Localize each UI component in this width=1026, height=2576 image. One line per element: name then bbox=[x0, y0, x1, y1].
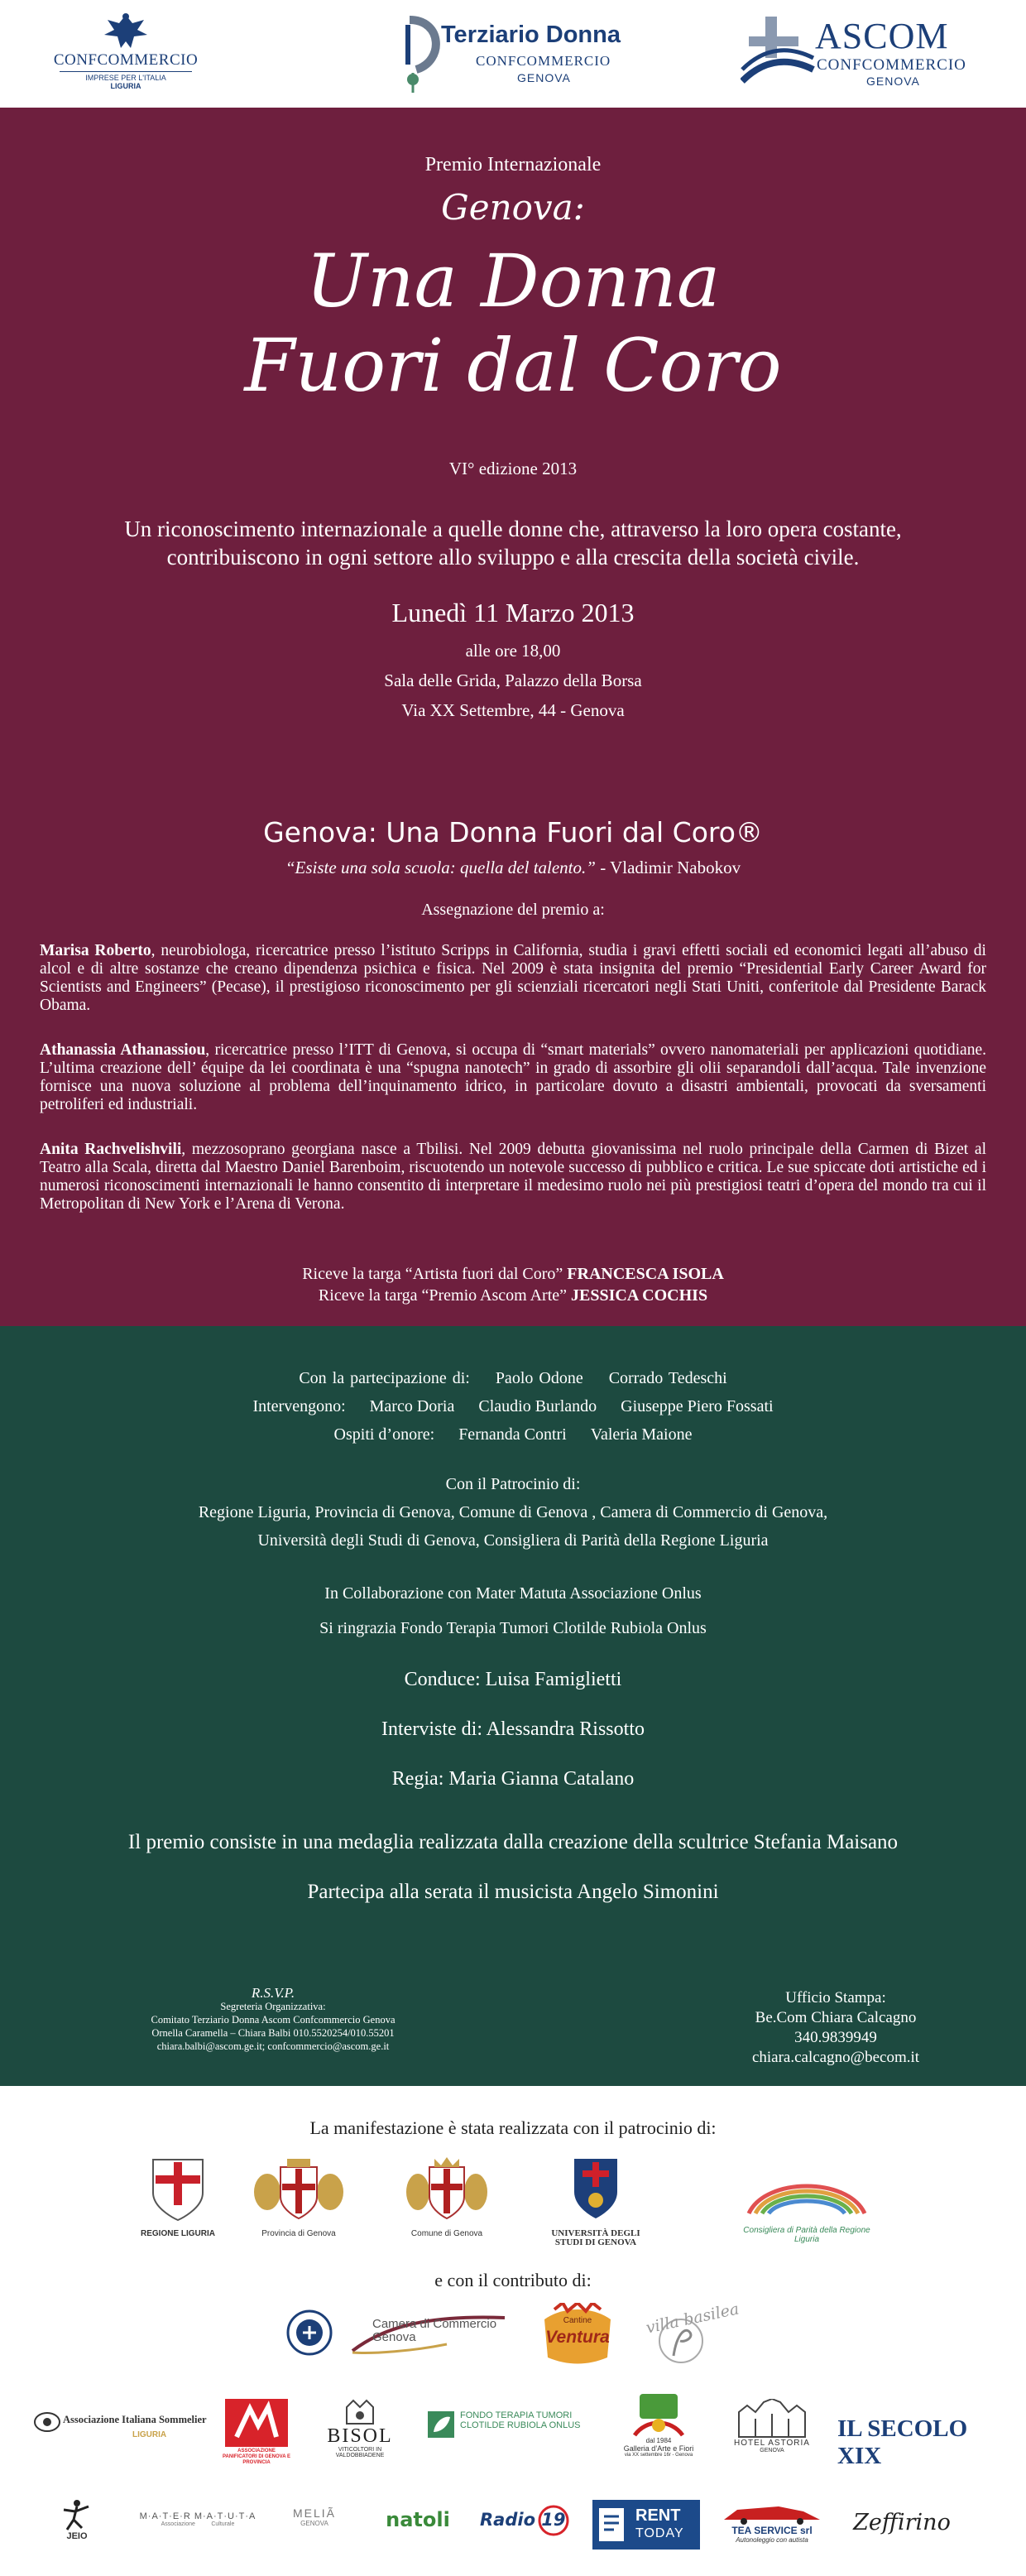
participation-label: Con la partecipazione di: bbox=[299, 1369, 470, 1387]
rsvp-line: Segreteria Organizzativa: bbox=[220, 2001, 326, 2012]
camera-commercio-text bbox=[372, 2318, 496, 2344]
winner-paragraph bbox=[40, 942, 986, 1015]
guests-row bbox=[0, 1425, 1026, 1444]
prize-line: Il premio consiste in una medaglia realizzata dalla creazione della scultrice Stefania Maisano bbox=[127, 1831, 899, 1853]
il-secolo-xix-logo: IL SECOLO XIX bbox=[837, 2415, 968, 2469]
tea-service-logo bbox=[718, 2502, 826, 2548]
confcommercio-tagline: IMPRESE PER L'ITALIA bbox=[85, 74, 166, 82]
winner-paragraph bbox=[40, 1041, 986, 1114]
panificatori-caption: ASSOCIAZIONE PANIFICATORI DI GENOVA E PROVINCIA bbox=[222, 2449, 290, 2465]
radio19-logo bbox=[475, 2505, 573, 2538]
eagle-icon bbox=[43, 12, 209, 51]
rent-doc-icon bbox=[597, 2506, 630, 2543]
melia-name: MELIÃ bbox=[292, 2506, 336, 2520]
event-title-line1: Una Donna bbox=[305, 238, 721, 324]
rsvp-block bbox=[66, 1987, 480, 2053]
patronage-line1: Regione Liguria, Provincia di Genova, Comune di Genova , Camera di Commercio di Genova, bbox=[198, 1503, 828, 1521]
director-line: Regia: Maria Gianna Catalano bbox=[391, 1768, 635, 1790]
press-phone: 340.9839949 bbox=[794, 2029, 877, 2046]
mater-matuta-logo bbox=[119, 2511, 276, 2545]
consigliera-parita-logo bbox=[736, 2172, 877, 2244]
zeffirino-logo bbox=[844, 2502, 960, 2548]
press-name: Be.Com Chiara Calcagno bbox=[755, 2009, 917, 2026]
panificatori-emblem-icon bbox=[225, 2399, 288, 2447]
ascom-city: GENOVA bbox=[866, 74, 920, 88]
confcommercio-liguria-logo bbox=[43, 12, 209, 90]
rent-today-logo bbox=[592, 2500, 700, 2550]
ascom-name: ASCOM bbox=[815, 16, 949, 56]
rsvp-email: chiara.balbi@ascom.ge.it; confcommercio@ascom.ge.it bbox=[156, 2040, 390, 2052]
rent-bottom-text: TODAY bbox=[635, 2526, 684, 2540]
rsvp-line: Comitato Terziario Donna Ascom Confcommercio Genova bbox=[151, 2014, 396, 2026]
radio19-circle-icon bbox=[538, 2505, 569, 2536]
event-title-line2: Fuori dal Coro bbox=[244, 323, 782, 408]
header-logos bbox=[0, 0, 1026, 108]
terziario-donna-city: GENOVA bbox=[517, 71, 571, 84]
dancer-icon bbox=[60, 2498, 93, 2531]
winner-bio: , neurobiologa, ricercatrice presso l’istituto Scripps in California, studia i gravi effetti sociali ed economici legati all’abuso di alcol e di altre sostanze che creano dipendenza psichica e fisica. Nel 2009 è stata insignita del premio “Presidential Early Career Award for Scientists and Engineers” (Pecase), il prestigioso riconoscimento per gli scienziali ricercatori negli Stati Uniti, conferitole dal Presidente Barack Obama. bbox=[40, 942, 986, 1014]
press-email: chiara.calcagno@becom.it bbox=[751, 2049, 920, 2066]
event-edition: VI° edizione 2013 bbox=[448, 459, 578, 478]
ascom-emblem-icon bbox=[741, 12, 815, 91]
speaker-name: Claudio Burlando bbox=[478, 1397, 597, 1415]
melia-city: GENOVA bbox=[300, 2520, 328, 2527]
guest-name: Fernanda Contri bbox=[458, 1425, 567, 1444]
universita-shield-icon bbox=[571, 2155, 621, 2222]
winner-bio: , mezzosoprano georgiana nasce a Tbilisi. Nel 2009 debutta giovanissima nel ruolo principale della Carmen di Bizet al Teatro alla Scala, diretta dal Maestro Daniel Barenboim, riscuotendo un notevole successo di pubblico e critica. Le sue spiccate doti artistiche ed i numerosi riconoscimenti internazionali le hanno consentito di interpretare il medesimo ruolo nei più prestigiosi teatri d’opera del mondo tra cui il Metropolitan di New York e l’Arena di Verona. bbox=[40, 1141, 986, 1213]
comune-crest-icon bbox=[401, 2155, 492, 2222]
natoli-logo: natoli bbox=[386, 2508, 450, 2531]
zeffirino-name: Zeffirino bbox=[853, 2510, 951, 2535]
speaker-name: Marco Doria bbox=[369, 1397, 455, 1415]
provincia-genova-logo bbox=[245, 2155, 352, 2238]
ais-region: LIGURIA bbox=[132, 2430, 167, 2439]
bisol-sub: VITICOLTORI IN VALDOBBIADENE bbox=[335, 2447, 385, 2458]
participant-name: Corrado Tedeschi bbox=[608, 1369, 727, 1387]
patron-caption: Provincia di Genova bbox=[261, 2229, 336, 2238]
patron-caption: REGIONE LIGURIA bbox=[141, 2229, 216, 2238]
patronage-line2: Università degli Studi di Genova, Consigliera di Parità della Regione Liguria bbox=[257, 1531, 769, 1550]
patron-caption: Consigliera di Parità della Regione Liguria bbox=[743, 2226, 870, 2244]
bisol-name: BISOL bbox=[327, 2425, 393, 2447]
event-date: Lunedì 11 Marzo 2013 bbox=[391, 598, 635, 627]
regione-liguria-shield-icon bbox=[149, 2155, 207, 2222]
provincia-crest-icon bbox=[249, 2155, 348, 2222]
collaboration-line: In Collaborazione con Mater Matuta Associazione Onlus bbox=[324, 1584, 702, 1603]
tea-service-name: TEA SERVICE srl bbox=[731, 2525, 813, 2536]
astoria-city: GENOVA bbox=[760, 2448, 784, 2453]
patronage-label: Con il Patrocinio di: bbox=[445, 1475, 581, 1493]
astoria-name: HOTEL ASTORIA bbox=[734, 2439, 810, 2448]
winner-name: Anita Rachvelishvili bbox=[40, 1141, 182, 1158]
event-venue: Sala delle Grida, Palazzo della Borsa bbox=[384, 670, 642, 690]
galleria-address: via XX settembre 16r - Genova bbox=[624, 2453, 693, 2458]
galleria-flower-icon bbox=[630, 2394, 688, 2437]
event-city: Genova: bbox=[441, 187, 585, 228]
guest-name: Valeria Maione bbox=[590, 1425, 693, 1444]
comune-genova-logo bbox=[397, 2155, 496, 2238]
credits-section bbox=[0, 1326, 1026, 2086]
event-section bbox=[0, 108, 1026, 1326]
fondo-name: FONDO TERAPIA TUMORI CLOTILDE RUBIOLA ONLUS bbox=[460, 2410, 581, 2430]
event-kicker: Premio Internazionale bbox=[424, 154, 602, 175]
ais-name: Associazione Italiana Sommelier bbox=[63, 2414, 207, 2425]
patron-caption: Comune di Genova bbox=[410, 2229, 483, 2238]
ais-logo bbox=[33, 2409, 210, 2447]
panificatori-logo bbox=[222, 2399, 291, 2465]
jeio-logo bbox=[56, 2498, 98, 2551]
speaker-name: Giuseppe Piero Fossati bbox=[621, 1397, 774, 1415]
melia-logo bbox=[280, 2506, 349, 2545]
press-title: Ufficio Stampa: bbox=[785, 1989, 886, 2006]
rainbow-icon bbox=[741, 2172, 873, 2218]
award-heading: Genova: Una Donna Fuori dal Coro® bbox=[263, 816, 763, 848]
plaque-1-label: Riceve la targa “Artista fuori dal Coro” bbox=[302, 1265, 568, 1283]
event-time: alle ore 18,00 bbox=[465, 641, 561, 661]
universita-genova-logo bbox=[538, 2155, 654, 2247]
patronage-heading: La manifestazione è stata realizzata con il patrocinio di: bbox=[309, 2117, 717, 2138]
assign-label: Assegnazione del premio a: bbox=[421, 901, 605, 919]
plaque-2-recipient: JESSICA COCHIS bbox=[571, 1286, 708, 1305]
bisol-logo bbox=[314, 2399, 405, 2465]
terziario-donna-logo bbox=[393, 12, 666, 103]
ventura-logo bbox=[538, 2303, 617, 2366]
winner-name: Athanassia Athanassiou bbox=[40, 1041, 206, 1059]
rent-top-text: RENT bbox=[635, 2506, 681, 2525]
guests-label: Ospiti d’onore: bbox=[333, 1425, 435, 1444]
camera-commercio-name: Camera di Commercio bbox=[372, 2317, 497, 2331]
music-line: Partecipa alla serata il musicista Angelo Simonini bbox=[307, 1881, 719, 1903]
fondo-terapia-logo bbox=[427, 2410, 589, 2449]
ascom-logo bbox=[741, 12, 989, 103]
ventura-name: Ventura bbox=[545, 2328, 610, 2347]
speakers-label: Intervengono: bbox=[252, 1397, 346, 1415]
ascom-sub: CONFCOMMERCIO bbox=[817, 56, 966, 74]
jeio-name: JEIO bbox=[66, 2531, 88, 2541]
ventura-top-text: Cantine bbox=[563, 2316, 592, 2325]
mater-matuta-name: M·A·T·E·R M·A·T·U·T·A bbox=[139, 2511, 256, 2521]
participation-row bbox=[0, 1369, 1026, 1388]
plaque-2 bbox=[0, 1286, 1026, 1305]
rsvp-title: R.S.V.P. bbox=[251, 1985, 295, 2001]
regione-liguria-logo bbox=[141, 2155, 215, 2238]
award-quote bbox=[0, 858, 1026, 878]
camera-commercio-city: Genova bbox=[372, 2330, 416, 2344]
participant-name: Paolo Odone bbox=[495, 1369, 583, 1387]
galleria-name: Galleria d’Arte e Fiori bbox=[623, 2444, 694, 2453]
radio19-name: Radio 19 bbox=[480, 2510, 566, 2530]
event-intro-line1: Un riconoscimento internazionale a quelle donne che, attraverso la loro opera costante, bbox=[124, 517, 902, 541]
host-line: Conduce: Luisa Famiglietti bbox=[404, 1669, 622, 1690]
sponsors-section bbox=[0, 2086, 1026, 2576]
fondo-leaf-icon bbox=[427, 2410, 455, 2439]
interviews-line: Interviste di: Alessandra Rissotto bbox=[381, 1718, 645, 1740]
press-block bbox=[703, 1988, 968, 2068]
galleria-year: dal 1984 bbox=[645, 2437, 672, 2444]
mater-matuta-sub: Associazione Culturale bbox=[161, 2521, 235, 2527]
winner-paragraph bbox=[40, 1141, 986, 1214]
bisol-crest-icon bbox=[343, 2399, 376, 2425]
event-intro-line2: contribuiscono in ogni settore allo sviluppo e alla crescita della società civile. bbox=[166, 545, 860, 570]
speakers-row bbox=[0, 1397, 1026, 1416]
quote-text: “Esiste una sola scuola: quella del talento.” bbox=[285, 858, 596, 877]
terziario-donna-name: Terziario Donna bbox=[441, 22, 621, 48]
plaque-1-recipient: FRANCESCA ISOLA bbox=[567, 1265, 724, 1283]
camera-commercio-logo bbox=[348, 2306, 513, 2356]
terziario-donna-sub: CONFCOMMERCIO bbox=[476, 53, 611, 69]
event-address: Via XX Settembre, 44 - Genova bbox=[401, 700, 625, 720]
confcommercio-region: LIGURIA bbox=[110, 82, 141, 90]
emblem-contributor-logo bbox=[285, 2309, 334, 2360]
grape-icon bbox=[33, 2410, 61, 2434]
villa-basilea-logo bbox=[639, 2300, 746, 2367]
astoria-building-icon bbox=[731, 2399, 813, 2439]
confcommercio-name: CONFCOMMERCIO bbox=[53, 51, 199, 69]
winner-name: Marisa Roberto bbox=[40, 942, 151, 959]
plaque-1 bbox=[0, 1265, 1026, 1284]
patron-caption: UNIVERSITÀ DEGLI STUDI DI GENOVA bbox=[551, 2228, 640, 2247]
rsvp-line: Ornella Caramella – Chiara Balbi 010.5520254/010.55201 bbox=[151, 2027, 395, 2039]
hotel-astoria-logo bbox=[726, 2399, 817, 2465]
car-icon bbox=[721, 2502, 823, 2525]
galleria-logo bbox=[609, 2394, 708, 2468]
contrib-heading: e con il contributo di: bbox=[434, 2270, 592, 2290]
villa-basilea-name: villa basilea bbox=[644, 2300, 741, 2338]
winner-bio: , ricercatrice presso l’ITT di Genova, si occupa di “smart materials” ovvero nanomateriali per applicazioni quotidiane. L’ultima creazione dell’ équipe da lei coordinata è una “spugna nanotech” in grado di assorbire gli olii separandoli dall’acqua. Tale invenzione fornisce una nuova soluzione al problema dell’inquinamento idrico, in particolare dovuto a disastri ambientali, provocati da sversamenti petroliferi ed industriali. bbox=[40, 1041, 986, 1113]
tea-service-sub: Autonoleggio con autista bbox=[736, 2536, 808, 2544]
quote-author: - Vladimir Nabokov bbox=[595, 858, 741, 877]
plaque-2-label: Riceve la targa “Premio Ascom Arte” bbox=[318, 1286, 572, 1305]
thanks-line: Si ringrazia Fondo Terapia Tumori Clotilde Rubiola Onlus bbox=[319, 1619, 707, 1637]
round-emblem-icon bbox=[286, 2309, 333, 2356]
